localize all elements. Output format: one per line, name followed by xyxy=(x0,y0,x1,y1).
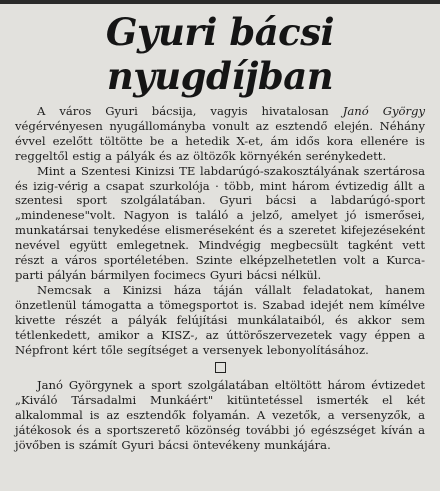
square-ornament-icon xyxy=(215,362,226,373)
paragraph-intro xyxy=(15,104,425,164)
paragraph-intro-text-a: A város Gyuri bácsija, vagyis hivatalosan xyxy=(37,104,343,118)
section-divider xyxy=(15,362,425,374)
person-name: Janó György xyxy=(342,104,425,118)
paragraph-honours: Janó Györgynek a sport szolgálatában eltöltött három évtizedet „Kiváló Társadalmi Munkáért" kitüntetéssel ismerték el két alkalommal is az esztendők folyamán. A vezetők, a versenyzők, a játékosok és a sportszerető közönség további jó egészséget kíván a jövőben is számít Gyuri bácsi öntevékeny munkájára. xyxy=(15,378,425,453)
paragraph-career: Mint a Szentesi Kinizsi TE labdarúgó-szakosztályának szertárosa és izig-vérig a csapat szurkolója · több, mint három évtizedig állt a szentesi sport szolgálatában. Gyuri bácsi a labdarúgó-sport „mindenese"volt. Nagyon is találó a jelző, amelyet jó ismerősei, munkatársai tenykedése elismeréseként és a szeretet kifejezéseként nevével együtt emlegetnek. Mindvégig megbecsült tagként vett részt a város sportéletében. Szinte elképzelhetetlen volt a Kurca-parti pályán bármilyen focimecs Gyuri bácsi nélkül. xyxy=(15,163,425,282)
article-body xyxy=(0,98,440,453)
paragraph-intro-text-b: végérvényesen nyugállományba vonult az esztendő elején. Néhány évvel ezelőtt töltötte be a hetedik X-et, ám idős kora ellenére is reggeltől estig a pályák és az öltözők környékén serénykedett. xyxy=(15,118,425,163)
article-headline: Gyuri bácsi nyugdíjban xyxy=(105,10,335,98)
paragraph-volunteering: Nemcsak a Kinizsi háza táján vállalt feladatokat, hanem önzetlenül támogatta a tömegsportot is. Szabad idejét nem kímélve kivette részét a pályák felújítási munkálataiból, és akkor sem tétlenkedett, amikor a KISZ-, az úttörőszervezetek vagy éppen a Népfront kért tőle segítséget a versenyek lebonyolításához. xyxy=(15,282,425,357)
